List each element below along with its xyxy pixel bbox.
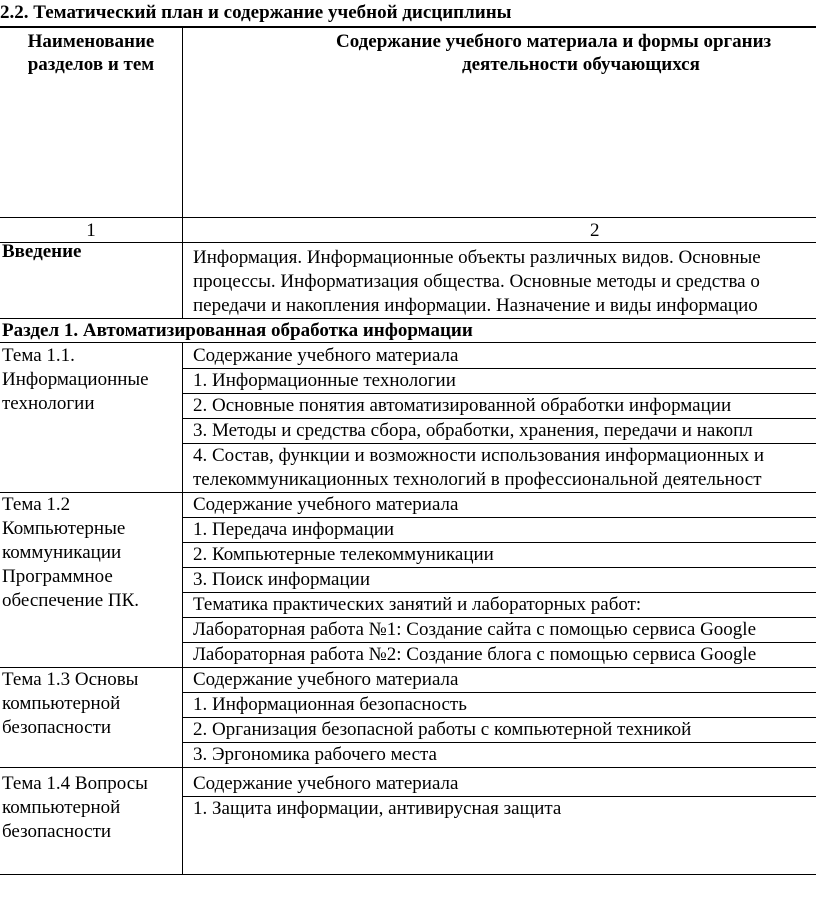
content-item: Лабораторная работа №1: Создание сайта с помощью сервиса Google [193,619,757,640]
topic-title-line: Информационные [2,369,149,390]
header-col1-line: разделов и тем [27,54,155,75]
topic-title-line: Компьютерные [2,518,126,539]
topic-title-line: обеспечение ПК. [2,590,140,611]
table-border [182,342,183,875]
topic-title-line: компьютерной [2,693,121,714]
content-item: телекоммуникационных технологий в профессиональной деятельност [193,469,762,490]
table-border [0,874,816,875]
content-item: Содержание учебного материала [193,669,459,690]
content-item: 4. Состав, функции и возможности использования информационных и [193,445,765,466]
document-heading: 2.2. Тематический план и содержание учебной дисциплины [0,2,512,23]
intro-text-line: передачи и накопления информации. Назначение и виды информацио [193,295,758,316]
intro-title: Введение [2,241,82,262]
content-item: 3. Поиск информации [193,569,370,590]
table-border [0,767,816,768]
intro-text-line: процессы. Информатизация общества. Основные методы и средства о [193,271,760,292]
header-col1-line: Наименование [27,31,155,52]
content-item: Лабораторная работа №2: Создание блога с помощью сервиса Google [193,644,757,665]
topic-title-line: компьютерной [2,797,121,818]
table-border [182,27,183,319]
topic-title-line: коммуникации [2,542,122,563]
content-item: 2. Основные понятия автоматизированной обработки информации [193,395,732,416]
intro-text-line: Информация. Информационные объекты различных видов. Основные [193,247,761,268]
content-item: 2. Организация безопасной работы с компьютерной техникой [193,719,692,740]
content-item: Тематика практических занятий и лабораторных работ: [193,594,642,615]
header-col2-line: Содержание учебного материала и формы организ [336,31,772,52]
content-item: Содержание учебного материала [193,773,459,794]
content-item: 1. Информационная безопасность [193,694,467,715]
topic-title-line: Тема 1.3 Основы [2,669,139,690]
content-item: 1. Защита информации, антивирусная защита [193,798,562,819]
topic-title-line: безопасности [2,717,112,738]
header-col-number: 1 [86,220,96,241]
topic-title-line: безопасности [2,821,112,842]
section-title: Раздел 1. Автоматизированная обработка информации [2,320,473,341]
topic-title-line: Тема 1.1. [2,345,75,366]
content-item: 3. Методы и средства сбора, обработки, хранения, передачи и накопл [193,420,753,441]
table-border [0,217,816,218]
table-border [0,26,816,28]
header-col2-line: деятельности обучающихся [462,54,700,75]
content-item: 1. Передача информации [193,519,395,540]
content-item: 3. Эргономика рабочего места [193,744,437,765]
topic-title-line: Программное [2,566,113,587]
topic-title-line: Тема 1.2 [2,494,71,515]
content-item: Содержание учебного материала [193,345,459,366]
topic-title-line: Тема 1.4 Вопросы [2,773,148,794]
content-item: Содержание учебного материала [193,494,459,515]
content-item: 2. Компьютерные телекоммуникации [193,544,494,565]
topic-title-line: технологии [2,393,95,414]
header-col-number: 2 [590,220,600,241]
content-item: 1. Информационные технологии [193,370,456,391]
